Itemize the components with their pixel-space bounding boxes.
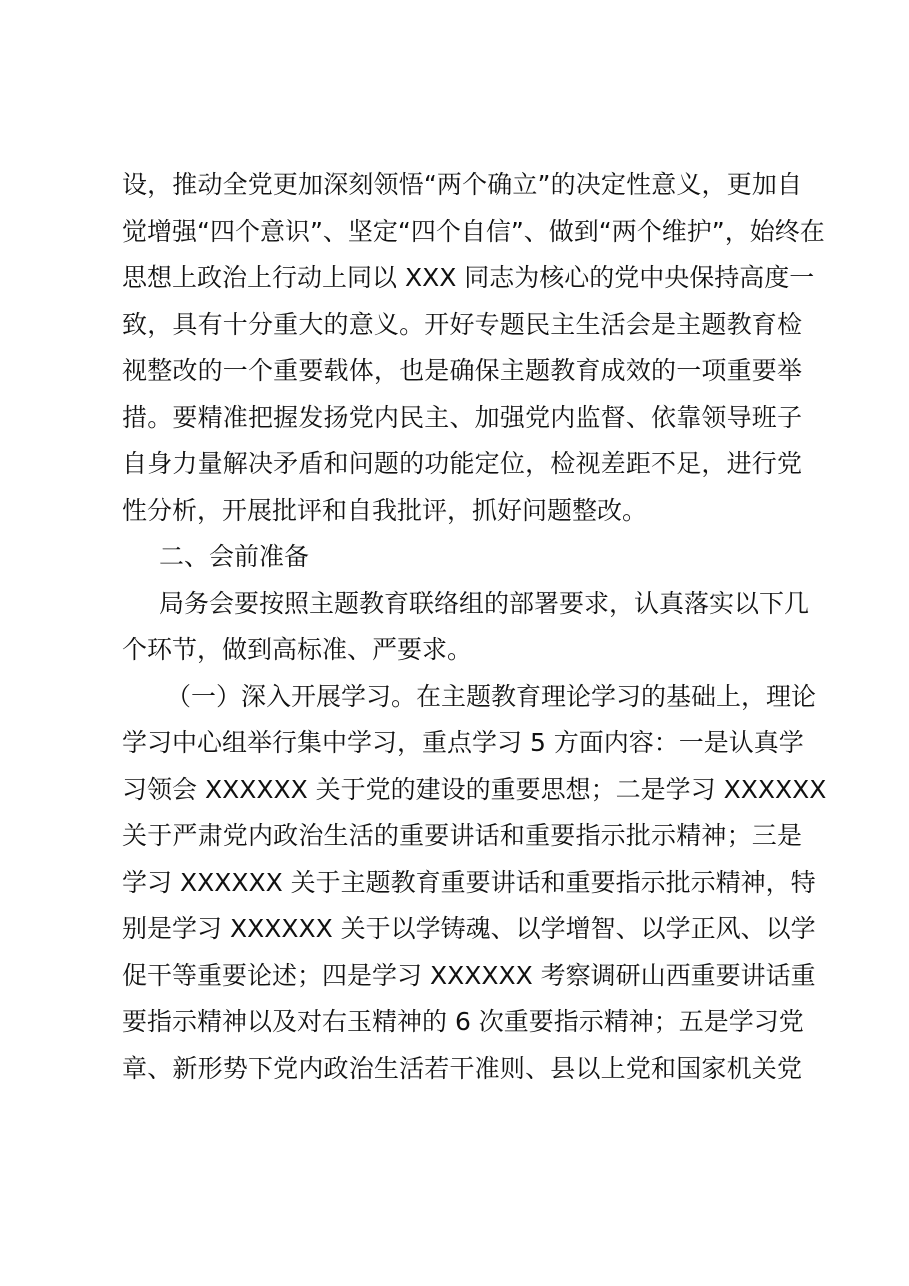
text-line: 学习 XXXXXX 关于主题教育重要讲话和重要指示批示精神，特 — [122, 867, 816, 897]
text-line: 视整改的一个重要载体，也是确保主题教育成效的一项重要举 — [122, 356, 802, 385]
document-body — [122, 162, 827, 1092]
text-line: 要指示精神以及对右玉精神的 6 次重要指示精神；五是学习党 — [122, 1007, 804, 1036]
text-line: 关于严肃党内政治生活的重要讲话和重要指示批示精神；三是 — [122, 821, 802, 850]
text-line: 局务会要按照主题教育联络组的部署要求，认真落实以下几 — [159, 588, 810, 618]
section-heading: 二、会前准备 — [159, 542, 310, 571]
text-line: 促干等重要论述；四是学习 XXXXXX 考察调研山西重要讲话重 — [122, 960, 816, 990]
text-line: 思想上政治上行动上同以 XXX 同志为核心的党中央保持高度一 — [122, 263, 815, 292]
text-line: 措。要精准把握发扬党内民主、加强党内监督、依靠领导班子 — [122, 402, 802, 432]
text-line: 设，推动全党更加深刻领悟“两个确立”的决定性意义，更加自 — [122, 170, 802, 199]
text-line: 别是学习 XXXXXX 关于以学铸魂、以学增智、以学正风、以学 — [122, 914, 816, 943]
text-line: 个环节，做到高标准、严要求。 — [122, 635, 473, 664]
text-line: 性分析，开展批评和自我批评，抓好问题整改。 — [122, 495, 648, 525]
text-line: 觉增强“四个意识”、坚定“四个自信”、做到“两个维护”，始终在 — [122, 216, 825, 246]
text-line: 自身力量解决矛盾和问题的功能定位，检视差距不足，进行党 — [122, 449, 802, 478]
text-line: 习领会 XXXXXX 关于党的建设的重要思想；二是学习 XXXXXX — [122, 774, 827, 804]
text-line: 章、新形势下党内政治生活若干准则、县以上党和国家机关党 — [122, 1053, 802, 1083]
text-line: 学习中心组举行集中学习，重点学习 5 方面内容：一是认真学 — [122, 728, 804, 757]
text-line: 致，具有十分重大的意义。开好专题民主生活会是主题教育检 — [122, 309, 802, 339]
subsection-line: （一）深入开展学习。在主题教育理论学习的基础上，理论 — [166, 681, 817, 711]
